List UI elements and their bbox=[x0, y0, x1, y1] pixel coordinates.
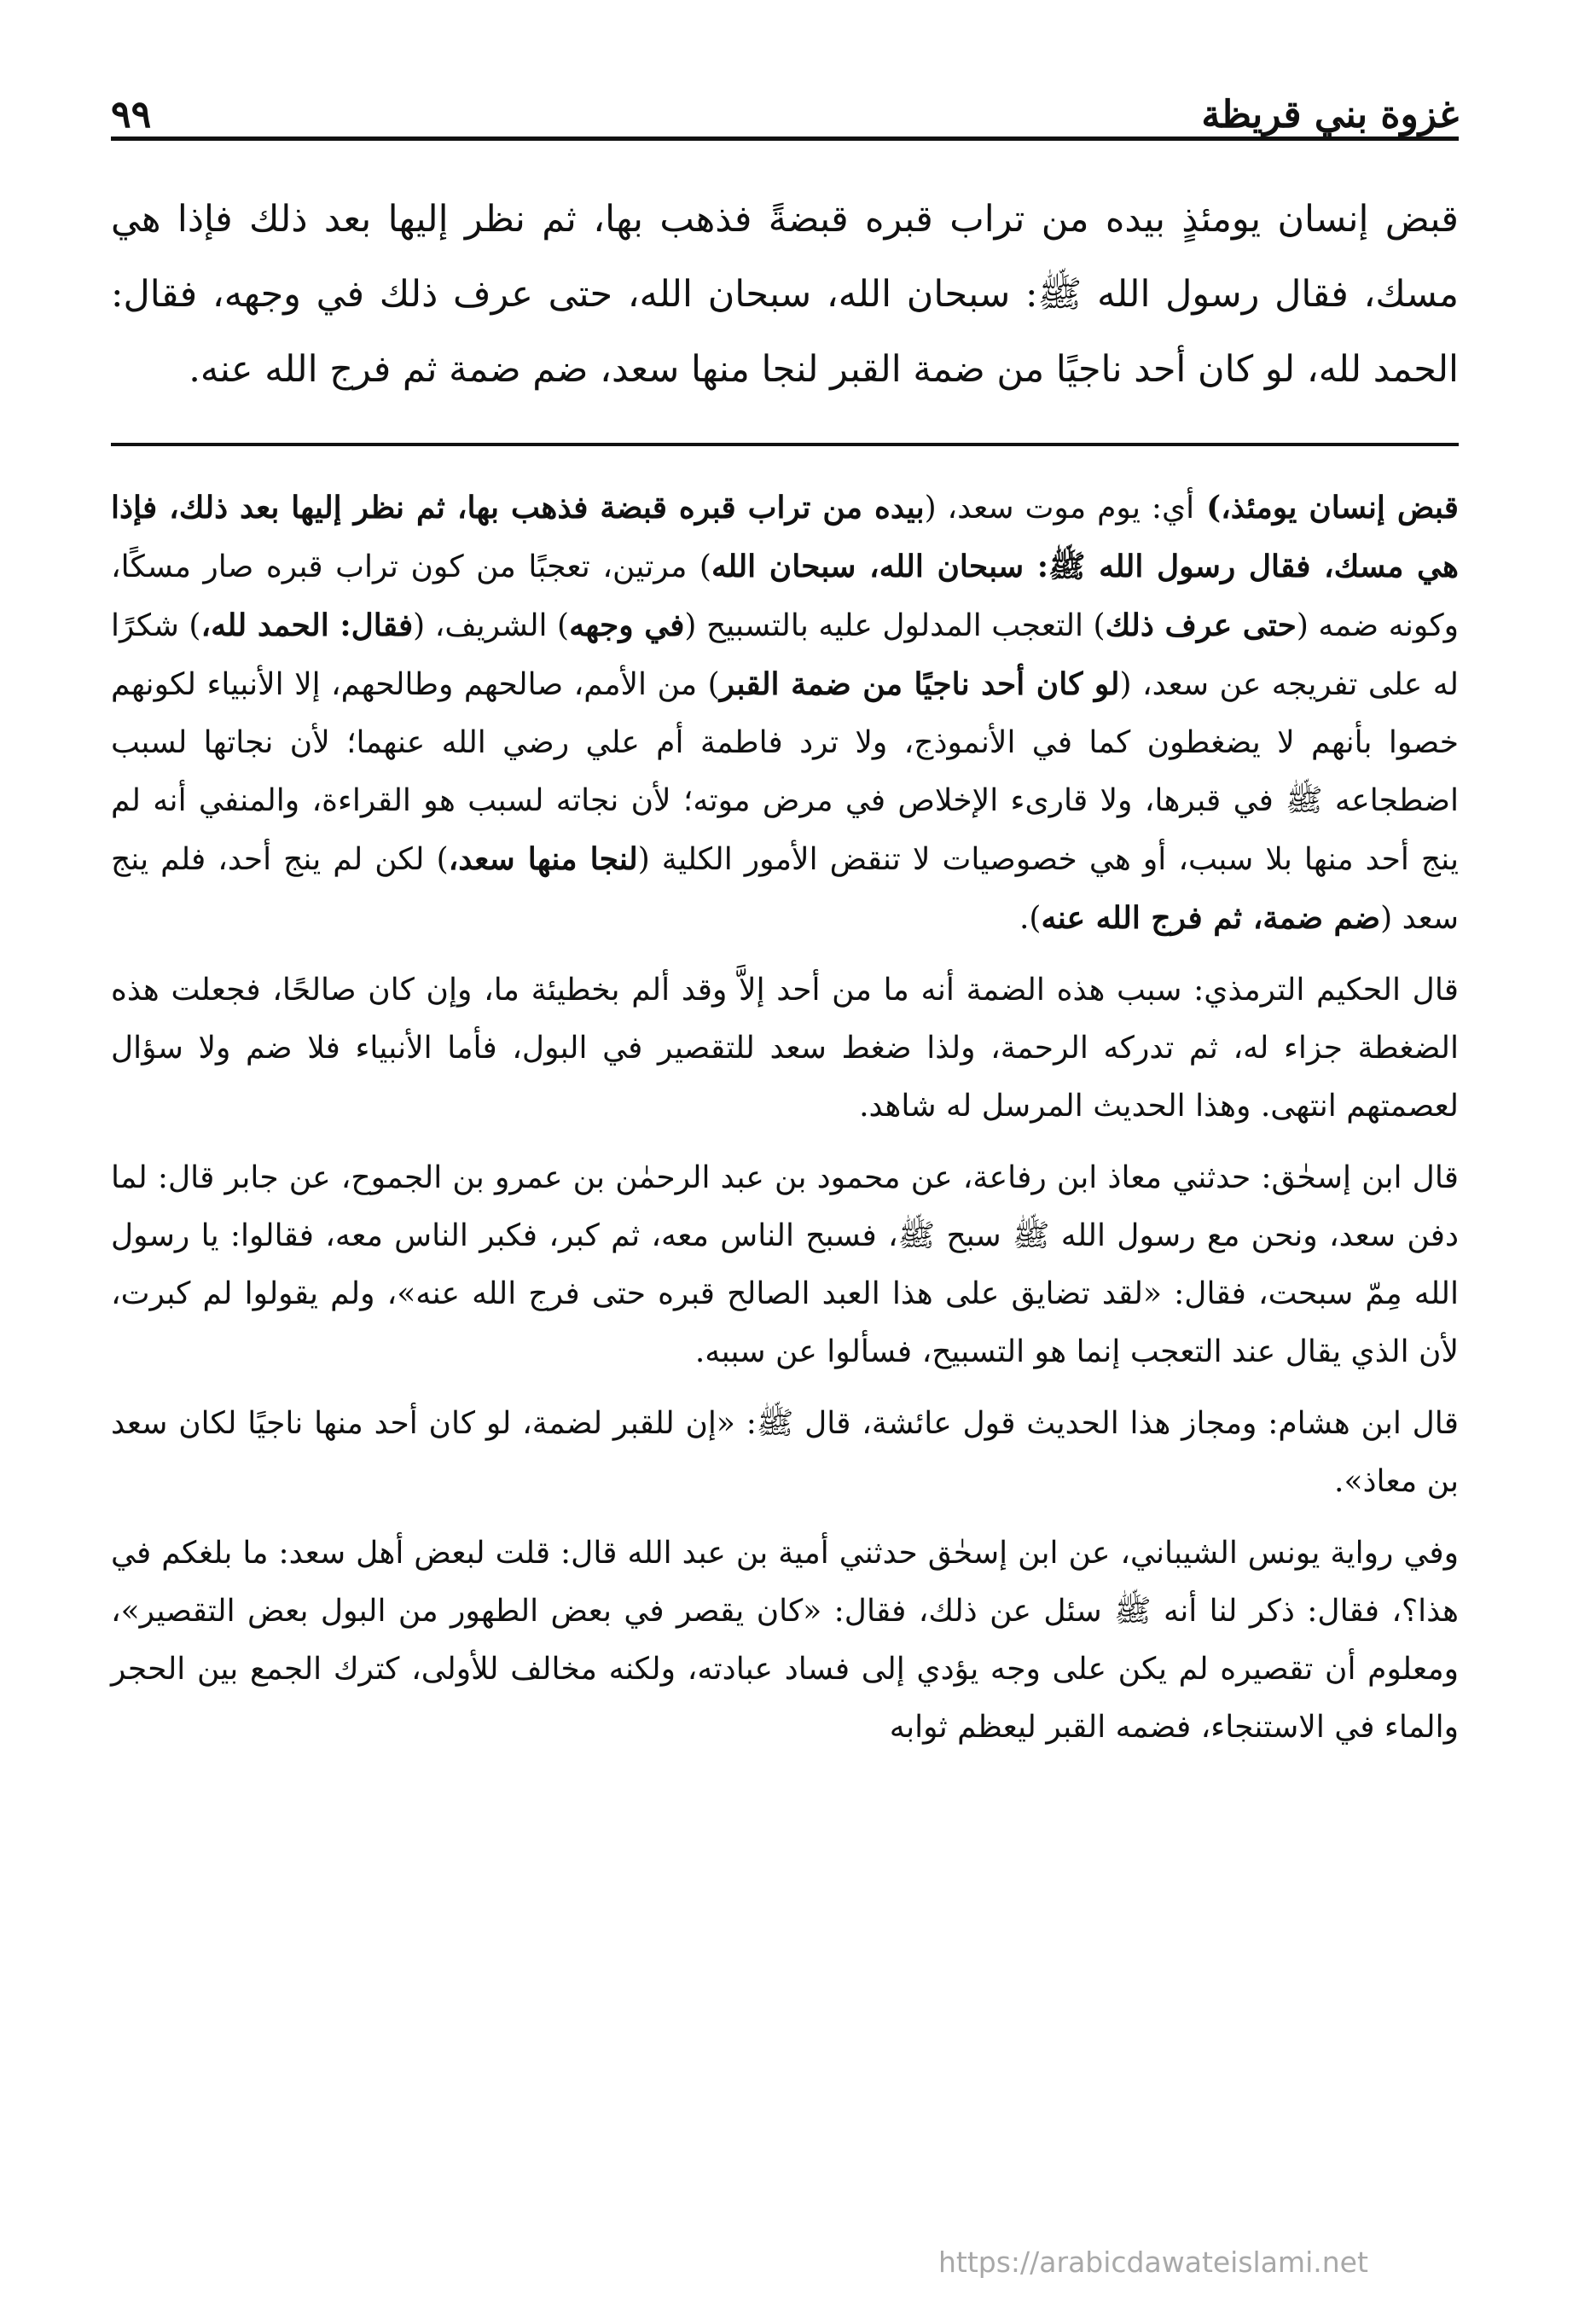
commentary-paragraph-4: قال ابن هشام: ومجاز هذا الحديث قول عائشة، قال ﷺ: «إن للقبر لضمة، لو كان أحد منها ناجيًا لكان سعد بن معاذ». bbox=[111, 1406, 1459, 1499]
commentary-text-segment: ) التعجب المدلول عليه بالتسبيح ( bbox=[684, 608, 1106, 643]
main-text: قبض إنسان يومئذٍ بيده من تراب قبره قبضةً فذهب بها، ثم نظر إليها بعد ذلك فإذا هي مسك، فقال رسول الله ﷺ: سبحان الله، سبحان الله، حتى عرف ذلك في وجهه، فقال: الحمد لله، لو كان أحد ناجيًا من ضمة القبر لنجا منها سعد، ضم ضمة ثم فرج الله عنه. bbox=[111, 198, 1459, 391]
quoted-text-segment: في وجهه bbox=[569, 607, 685, 643]
commentary-paragraph-2: قال الحكيم الترمذي: سبب هذه الضمة أنه ما من أحد إلاَّ وقد ألم بخطيئة ما، وإن كان صالحًا، فجعلت هذه الضغطة جزاء له، ثم تدركه الرحمة، ولذا ضغط سعد للتقصير في البول، فأما الأنبياء فلا ضم ولا سؤال لعصمتهم انتهى. وهذا الحديث المرسل له شاهد. bbox=[111, 973, 1459, 1124]
commentary-text-segment: ). bbox=[1019, 901, 1042, 936]
quoted-text-segment: قبض إنسان يومئذ،) bbox=[1194, 490, 1459, 526]
section-divider bbox=[111, 443, 1459, 446]
commentary-text-segment: ) مرتين، تعجبًا من كون تراب قبره صار مسكًا، وكونه ضمه ( bbox=[111, 549, 1460, 643]
quoted-text-segment: لو كان أحد ناجيًا من ضمة القبر bbox=[719, 666, 1120, 702]
commentary-paragraph-5: وفي رواية يونس الشيباني، عن ابن إسحٰق حدثني أمية بن عبد الله قال: قلت لبعض أهل سعد: ما بلغكم في هذا؟، فقال: ذكر لنا أنه ﷺ سئل عن ذلك، فقال: «كان يقصر في بعض الطهور من البول بعض التقصير»، ومعلوم أن تقصيره لم يكن على وجه يؤدي إلى فساد عبادته، ولكنه مخالف للأولى، كترك الجمع بين الحجر والماء في الاستنجاء، فضمه القبر ليعظم ثوابه bbox=[111, 1536, 1459, 1745]
book-page bbox=[111, 60, 1459, 2278]
watermark-url: https://arabicdawateislami.net bbox=[938, 2246, 1368, 2279]
commentary-paragraph-1 bbox=[111, 479, 1459, 948]
quoted-text-segment: فقال: الحمد لله، bbox=[200, 607, 414, 643]
commentary-text-segment: أي: يوم موت سعد، ( bbox=[924, 491, 1195, 526]
commentary-paragraph-3: قال ابن إسحٰق: حدثني معاذ ابن رفاعة، عن محمود بن عبد الرحمٰن بن عمرو بن الجموح، عن جابر قال: لما دفن سعد، ونحن مع رسول الله ﷺ سبح ﷺ، فسبح الناس معه، ثم كبر، فكبر الناس معه، فقالوا: يا رسول الله مِمّ سبحت، فقال: «لقد تضايق على هذا العبد الصالح قبره حتى فرج الله عنه»، ولم يقولوا لم كبرت، لأن الذي يقال عند التعجب إنما هو التسبيح، فسألوا عن سببه. bbox=[111, 1160, 1459, 1369]
quoted-text-segment: لنجا منها سعد، bbox=[448, 841, 638, 877]
page-number: ٩٩ bbox=[111, 93, 152, 137]
quoted-text-segment: بيده من تراب قبره قبضة فذهب بها، ثم نظر إليها بعد ذلك، فإذا هي مسك، فقال رسول الله ﷺ: سبحان الله، سبحان الله bbox=[111, 490, 1459, 584]
commentary-text-segment: ) لكن لم ينج أحد، فلم ينج سعد ( bbox=[111, 842, 1459, 936]
commentary bbox=[111, 479, 1459, 1757]
quoted-text-segment: حتى عرف ذلك bbox=[1105, 607, 1297, 643]
commentary-text-segment: ) من الأمم، صالحهم وطالحهم، إلا الأنبياء لكونهم خصوا بأنهم لا يضغطون كما في الأنموذج، ولا ترد فاطمة أم علي رضي الله عنهما؛ لأن نجاتها لسبب اضطجاعه ﷺ في قبرها، ولا قارىء الإخلاص في مرض موته؛ لأن نجاته لسبب هو القراءة، والمنفي أنه لم ينج أحد منها بلا سبب، أو هي خصوصيات لا تنقض الأمور الكلية ( bbox=[111, 667, 1459, 877]
chapter-title: غزوة بني قريظة bbox=[1201, 93, 1459, 137]
commentary-text-segment: ) الشريف، ( bbox=[413, 608, 570, 643]
page-header bbox=[111, 60, 1459, 141]
quoted-text-segment: ضم ضمة، ثم فرج الله عنه bbox=[1041, 900, 1381, 936]
commentary-text-segment: ) شكرًا له على تفريجه عن سعد، ( bbox=[111, 608, 1459, 702]
